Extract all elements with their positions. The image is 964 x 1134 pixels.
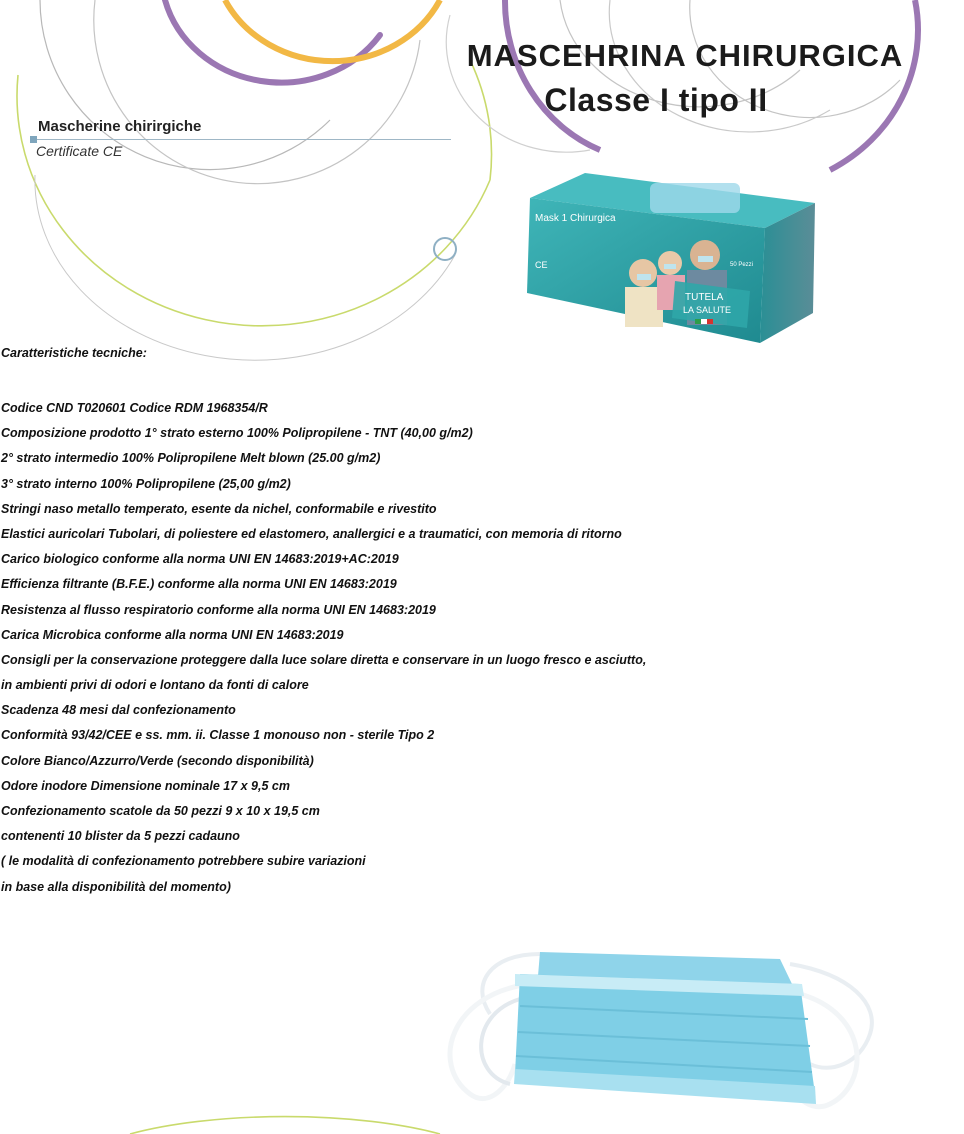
spec-line: Odore inodore Dimensione nominale 17 x 9,5 cm <box>1 778 290 793</box>
product-category: Mascherine chirirgiche <box>38 118 202 135</box>
page-subtitle: Classe I tipo II <box>544 82 768 118</box>
spec-line: Carico biologico conforme alla norma UNI EN 14683:2019+AC:2019 <box>1 552 399 567</box>
product-box-image <box>525 163 820 348</box>
divider-line <box>37 139 451 140</box>
spec-line: 3° strato interno 100% Polipropilene (25,00 g/m2) <box>1 476 291 491</box>
box-banner-line2: LA SALUTE <box>683 305 732 315</box>
spec-line: Composizione prodotto 1° strato esterno 100% Polipropilene - TNT (40,00 g/m2) <box>1 426 473 441</box>
divider-marker <box>30 136 37 143</box>
spec-line: Conformità 93/42/CEE e ss. mm. ii. Classe 1 monouso non - sterile Tipo 2 <box>1 728 435 743</box>
box-banner-line1: TUTELA <box>685 292 724 303</box>
spec-line: in base alla disponibilità del momento) <box>1 879 231 894</box>
decorative-ring <box>433 237 457 261</box>
box-brand-label: Mask 1 Chirurgica <box>535 213 616 224</box>
surgical-mask-image <box>430 944 890 1124</box>
box-count-label: 50 Pezzi <box>730 262 754 268</box>
spec-line: in ambienti privi di odori e lontano da fonti di calore <box>1 678 309 693</box>
spec-line: Consigli per la conservazione proteggere dalla luce solare diretta e conservare in un luogo fresco e asciutto, <box>1 652 647 667</box>
spec-line: contenenti 10 blister da 5 pezzi cadauno <box>1 829 240 844</box>
spec-line: Confezionamento scatole da 50 pezzi 9 x 10 x 19,5 cm <box>1 804 320 818</box>
spec-line: Scadenza 48 mesi dal confezionamento <box>1 703 236 718</box>
spec-line: Resistenza al flusso respiratorio conforme alla norma UNI EN 14683:2019 <box>1 602 436 617</box>
spec-line: Elastici auricolari Tubolari, di poliestere ed elastomero, anallergici e a traumatici, con memoria di ritorno <box>1 526 622 541</box>
specs-heading: Caratteristiche tecniche: <box>1 346 147 360</box>
spec-line: Codice CND T020601 Codice RDM 1968354/R <box>1 401 268 415</box>
box-ce-mark: CE <box>535 260 548 270</box>
spec-line: Colore Bianco/Azzurro/Verde (secondo disponibilità) <box>1 753 314 768</box>
spec-line: ( le modalità di confezionamento potrebbere subire variazioni <box>1 854 366 869</box>
specs-list <box>1 396 646 900</box>
page-title: MASCEHRINA CHIRURGICA <box>466 38 904 73</box>
spec-line: Efficienza filtrante (B.F.E.) conforme alla norma UNI EN 14683:2019 <box>1 577 397 592</box>
spec-line: 2° strato intermedio 100% Polipropilene Melt blown (25.00 g/m2) <box>1 451 381 466</box>
spec-line: Carica Microbica conforme alla norma UNI EN 14683:2019 <box>1 627 344 642</box>
certification-label: Certificate CE <box>36 143 123 159</box>
spec-line: Stringi naso metallo temperato, esente da nichel, conformabile e rivestito <box>1 501 437 516</box>
